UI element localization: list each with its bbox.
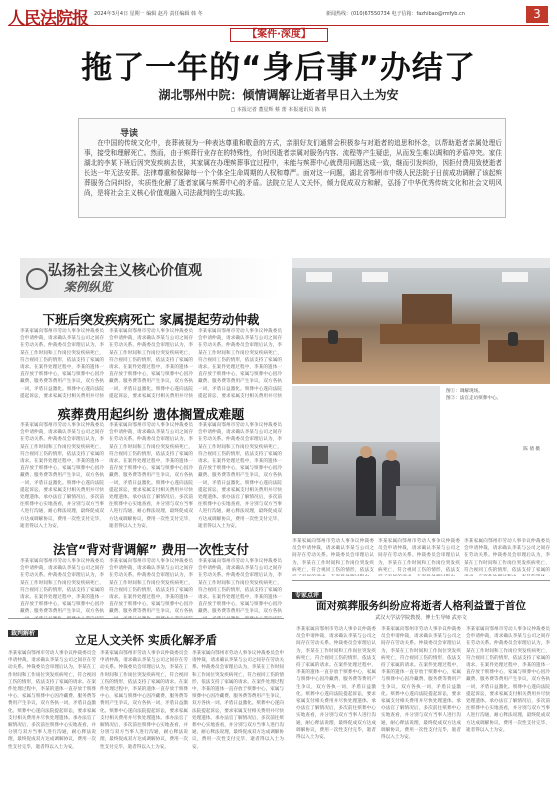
banner-line1: 弘扬社会主义核心价值观 xyxy=(48,263,202,279)
article-column: 李某家属向鄂州市劳动人事争议仲裁委员会申请仲裁，请求确认李某与公司之间存在劳动关系。仲裁委员会审理后认为，李某在工作时间和工作岗位突发疾病死亡，符合视同工伤的情形，依法支持了家属的请求。在案件处理过程中，李某的遗体一直存放于殡葬中心，家属与殡葬中心因冷藏费、服务费等费用产生争议，双方各执一词，矛盾日益激化。殡葬中心遂向法院提起诉讼，要求家属支付相关费用并尽快 xyxy=(198,329,282,399)
judicial-title: 立足人文关怀 实质化解矛盾 xyxy=(74,633,217,647)
visit-photo xyxy=(292,386,440,534)
article-column: 李某家属向鄂州市劳动人事争议仲裁委员会申请仲裁，请求确认李某与公司之间存在劳动关系。仲裁委员会审理后认为，李某在工作时间和工作岗位突发疾病死亡，符合视同工伤的情形，依法支持了家属的请求。在案件处理过程中，李某的遗体一直存放于殡葬中心，家属与殡葬中心因冷藏费、服务费等费用产生争议，双方各执一词，矛盾日益激化。殡葬中心遂向法院提起诉讼，要求家属支付相关费用并尽快 xyxy=(20,329,104,399)
newspaper-logo: 人民法院报 xyxy=(8,9,88,29)
section-heading-2: 殡葬费用起纠纷 遗体搁置成难题 xyxy=(57,408,245,423)
article-column: 李某家属向鄂州市劳动人事争议仲裁委员会申请仲裁，请求确认李某与公司之间存在劳动关系。仲裁委员会审理后认为，李某在工作时间和工作岗位突发疾病死亡，符合视同工伤的情形，依法支持了家属的请求。在案件处理过程中，李某的遗体一直存放于殡葬中心，家属与殡葬中心因冷藏费、服务费等费用产生争议，双方各执 xyxy=(198,559,282,615)
article-column: 李某家属向鄂州市劳动人事争议仲裁委员会申请仲裁，请求确认李某与公司之间存在劳动关系。仲裁委员会审理后认为，李某在工作时间和工作岗位突发疾病死亡，符合视同工伤的情形，依法支持了家属的请求。在案件处理过程中，李某的遗体一直存放于殡葬中心，家属与殡葬中心因冷藏费、服务费等费用产生争议，双方各执一词，矛盾日益激化。殡葬中心遂向法院提起诉讼，要求家属支付相关费用并尽快处理遗体。承办法官了解情况后，多次前往殡葬中心实地查看，并分别与双方当事人进行沟通，耐心释法说理，最终促成双方达成调解协议，费用一次性支付完毕，逝者得以入土为安。 xyxy=(381,627,461,741)
article-column: 李某家属向鄂州市劳动人事争议仲裁委员会申请仲裁，请求确认李某与公司之间存在劳动关系。仲裁委员会审理后认为，李某在工作时间和工作岗位突发疾病死亡，符合视同工伤的情形，依法支持了家属的请求。在案件处理过程中，李某的遗体一直存放于殡葬中心，家属与殡葬中心因冷藏费、服务费等费用产生争议，双方各执一词，矛盾日益激化。殡葬中心遂向法院提起诉讼，要求家属支付相关费用并尽快处理遗体。承办法官了解情况后，多次前往殡葬中心实地查看，并分别与双方当事人进行沟通，耐心释法说理，最终促成双方达成调解协议，费用一次性支付完毕，逝者得以入土为安。 xyxy=(20,423,104,529)
article-column: 李某家属向鄂州市劳动人事争议仲裁委员会申请仲裁，请求确认李某与公司之间存在劳动关系。仲裁委员会审理后认为，李某在工作时间和工作岗位突发疾病死亡，符合视同工伤的情形，依法支持了家属的请求。在案件处理过程中，李某的遗体一直存放于殡葬中心，家属与殡葬中心因冷藏费、服务费等费用产生争议，双方各执一词，矛盾日益激化。殡葬中心遂向法院提起诉讼，要求家属支付相关费用并尽快处理遗体。承办法官了解情况后，多次前往殡葬中心实地查看，并分别与双方当事人进行沟通，耐心释法说理，最终促成双方达成调解协议，费用一次性支付完毕，逝者得以入土为安。 xyxy=(192,651,284,750)
courtroom-photo xyxy=(292,258,550,384)
divider xyxy=(8,618,284,619)
banner-line2: 案例纵览 xyxy=(64,280,113,294)
article-column: 李某家属向鄂州市劳动人事争议仲裁委员会申请仲裁，请求确认李某与公司之间存在劳动关系。仲裁委员会审理后认为，李某在工作时间和工作岗位突发疾病死亡，符合视同工伤的情形，依法支 xyxy=(378,539,460,573)
caption-line: 图②：法官走访殡葬中心。 xyxy=(446,396,502,401)
expert-kicker-label: 专家点评 xyxy=(292,592,322,599)
expert-author: 武汉大学法学院教授、博士生导师 武亦文 xyxy=(375,615,467,621)
issue-info: 2024年3月4日 星期一 编辑 赵丹 责任编辑 韩 冬 xyxy=(94,11,203,17)
expert-title: 面对殡葬服务纠纷应将逝者人格利益置于首位 xyxy=(316,600,526,612)
article-column: 李某家属向鄂州市劳动人事争议仲裁委员会申请仲裁，请求确认李某与公司之间存在劳动关系。仲裁委员会审理后认为，李某在工作时间和工作岗位突发疾病死亡，符合视同工伤的情形，依法支持了家属的 xyxy=(464,539,550,573)
intro-label: 导读 xyxy=(120,129,139,139)
section-heading-1: 下班后突发疾病死亡 家属提起劳动仲裁 xyxy=(42,312,260,327)
page-number: 3 xyxy=(526,6,548,23)
article-column: 李某家属向鄂州市劳动人事争议仲裁委员会申请仲裁，请求确认李某与公司之间存在劳动关系。仲裁委员会审理后认为，李某在工作时间和工作岗位突发疾病死亡，符合视同工伤的情形，依法支持了家属的请求。在案件处理过程中，李某的遗体一直存放于殡葬中心，家属与殡葬中心因冷藏费、服务费等费用产生争议，双方各执 xyxy=(20,559,104,615)
page-title: 拖了一年的“身后事”办结了 xyxy=(81,50,476,86)
article-column: 李某家属向鄂州市劳动人事争议仲裁委员会申请仲裁，请求确认李某与公司之间存在劳动关系。仲裁委员会审理后认为，李某在工作时间和工作岗位突发疾病死亡，符合视同工伤的情形，依法支持了家属的请求。在案件处理过程中，李某的遗体一直存放于殡葬中心，家属与殡葬中心因冷藏费、服务费等费用产生争议，双方各执一词，矛盾日益激化。殡葬中心遂向法院提起诉讼，要求家属支付相关费用并尽快处理遗体。承办法官了解情况后，多次前往殡葬中心实地查看，并分别与双方当事人进行沟通，耐心释法说理，最终促成双方达成调解协议，费用一次性支付完毕，逝者得以入土为安。 xyxy=(100,651,188,750)
article-column: 李某家属向鄂州市劳动人事争议仲裁委员会申请仲裁，请求确认李某与公司之间存在劳动关系。仲裁委员会审理后认为，李某在工作时间和工作岗位突发疾病死亡，符合视同工伤的情形，依法支持了家属的请求。在案件处理过程中，李某的遗体一直存放于殡葬中心，家属与殡葬中心因冷藏费、服务费等费用产生争议，双方各执一词，矛盾日益激化。殡葬中心遂向法院提起诉讼，要求家属支付相关费用并尽快处理遗体。承办法官了解情况后，多次前往殡葬中心实地查看，并分别与双方当事人进行沟通，耐心释法说理，最终促成双方达成调解协议，费用一次性支付完毕，逝者得以入土为安。 xyxy=(296,627,376,741)
photo-caption xyxy=(446,388,550,453)
caption-line: 图①：调解现场。 xyxy=(446,389,483,394)
scales-icon xyxy=(26,268,48,290)
contact-info: 新闻热线：(010)67550734 电子信箱：fazhibao@rmfyb.cn xyxy=(326,11,465,17)
masthead xyxy=(8,4,549,29)
intro-text: 在中国的传统文化中，丧葬被视为一种表达尊重和敬意的方式，亲朋好友们通常会积极参与对逝者的追思和怀念，以帮助逝者亲属处理后事，接受和理解死亡。然而，由于殡葬行业存在的特殊性，有时因逝者亲属对服务内容、流程等产生疑虑，从而发生难以调和的矛盾冲突。家住湖北的李某下班后因突发疾病去世，其家属在办理殡葬事宜过程中，未能与殡葬中心就费用问题达成一致，继而引发纠纷，因拒付费用致使逝者长达一年无法安葬。法律尊重和保障每一个个体全生命周期的人权和尊严。面对这一问题，湖北省鄂州市中级人民法院于日前成功调解了该起殡葬服务合同纠纷，实质性化解了逝者家属与殡葬中心的矛盾。法院立足人文关怀，倾力促成双方和解，弘扬了中华优秀传统文化和社会文明风尚，是将社会主义核心价值观融入司法裁判的生动实践。 xyxy=(84,139,502,197)
section-tag: 【案件·深度】 xyxy=(230,28,328,42)
article-subtitle: 湖北鄂州中院：倾情调解让逝者早日入土为安 xyxy=(158,88,399,102)
article-column: 李某家属向鄂州市劳动人事争议仲裁委员会申请仲裁，请求确认李某与公司之间存在劳动关系。仲裁委员会审理后认为，李某在工作时间和工作岗位突发疾病死亡，符合视同工伤的情形，依法支持了家属的请求。在案件处理过程中，李某的遗体一直存放于殡葬中心，家属与殡葬中心因冷藏费、服务费等费用产生争议，双方各执一词，矛盾日益激化。殡葬中心遂向法院提起诉讼，要求家属支付相关费用并尽快处理遗体。承办法官了解情况后，多次前往殡葬中心实地查看，并分别与双方当事人进行沟通，耐心释法说理，最终促成双方达成调解协议，费用一次性支付完毕，逝者得以入土为安。 xyxy=(8,651,96,750)
article-column: 李某家属向鄂州市劳动人事争议仲裁委员会申请仲裁，请求确认李某与公司之间存在劳动关系。仲裁委员会审理后认为，李某在工作时间和工作岗位突发疾病死亡，符合视同工伤的情形，依法支持了家属的请求。在案件处理过程中，李某的遗体一直存放于殡葬中心，家属与殡葬中心因冷藏费、服务费等费用产生争议，双方各执一词，矛盾日益激化。殡葬中心遂向法院提起诉讼，要求家属支付相关费用并尽快 xyxy=(109,329,193,399)
section-heading-3: 法官“背对背调解” 费用一次性支付 xyxy=(53,542,249,557)
byline: □ 本报记者 董星辉 蔡 蕾 本报通讯员 陈 倩 xyxy=(230,107,327,113)
article-column: 李某家属向鄂州市劳动人事争议仲裁委员会申请仲裁，请求确认李某与公司之间存在劳动关系。仲裁委员会审理后认为，李某在工作时间和工作岗位突发疾病死亡，符合视同工伤的情形，依法支 xyxy=(292,539,374,573)
divider xyxy=(292,580,550,581)
article-column: 李某家属向鄂州市劳动人事争议仲裁委员会申请仲裁，请求确认李某与公司之间存在劳动关系。仲裁委员会审理后认为，李某在工作时间和工作岗位突发疾病死亡，符合视同工伤的情形，依法支持了家属的请求。在案件处理过程中，李某的遗体一直存放于殡葬中心，家属与殡葬中心因冷藏费、服务费等费用产生争议，双方各执 xyxy=(109,559,193,615)
judicial-kicker-label: 裁判解析 xyxy=(8,630,38,637)
caption-line: 陈 倩 摄 xyxy=(523,447,540,452)
article-column: 李某家属向鄂州市劳动人事争议仲裁委员会申请仲裁，请求确认李某与公司之间存在劳动关系。仲裁委员会审理后认为，李某在工作时间和工作岗位突发疾病死亡，符合视同工伤的情形，依法支持了家属的请求。在案件处理过程中，李某的遗体一直存放于殡葬中心，家属与殡葬中心因冷藏费、服务费等费用产生争议，双方各执一词，矛盾日益激化。殡葬中心遂向法院提起诉讼，要求家属支付相关费用并尽快处理遗体。承办法官了解情况后，多次前往殡葬中心实地查看，并分别与双方当事人进行沟通，耐心释法说理，最终促成双方达成调解协议，费用一次性支付完毕，逝者得以入土为安。 xyxy=(466,627,550,733)
article-column: 李某家属向鄂州市劳动人事争议仲裁委员会申请仲裁，请求确认李某与公司之间存在劳动关系。仲裁委员会审理后认为，李某在工作时间和工作岗位突发疾病死亡，符合视同工伤的情形，依法支持了家属的请求。在案件处理过程中，李某的遗体一直存放于殡葬中心，家属与殡葬中心因冷藏费、服务费等费用产生争议，双方各执一词，矛盾日益激化。殡葬中心遂向法院提起诉讼，要求家属支付相关费用并尽快处理遗体。承办法官了解情况后，多次前往殡葬中心实地查看，并分别与双方当事人进行沟通，耐心释法说理，最终促成双方达成调解协议，费用一次性支付完毕，逝者得以入土为安。 xyxy=(109,423,193,529)
article-column: 李某家属向鄂州市劳动人事争议仲裁委员会申请仲裁，请求确认李某与公司之间存在劳动关系。仲裁委员会审理后认为，李某在工作时间和工作岗位突发疾病死亡，符合视同工伤的情形，依法支持了家属的请求。在案件处理过程中，李某的遗体一直存放于殡葬中心，家属与殡葬中心因冷藏费、服务费等费用产生争议，双方各执一词，矛盾日益激化。殡葬中心遂向法院提起诉讼，要求家属支付相关费用并尽快处理遗体。承办法官了解情况后，多次前往殡葬中心实地查看，并分别与双方当事人进行沟通，耐心释法说理，最终促成双方达成调解协议，费用一次性支付完毕，逝者得以入土为安。 xyxy=(198,423,282,529)
